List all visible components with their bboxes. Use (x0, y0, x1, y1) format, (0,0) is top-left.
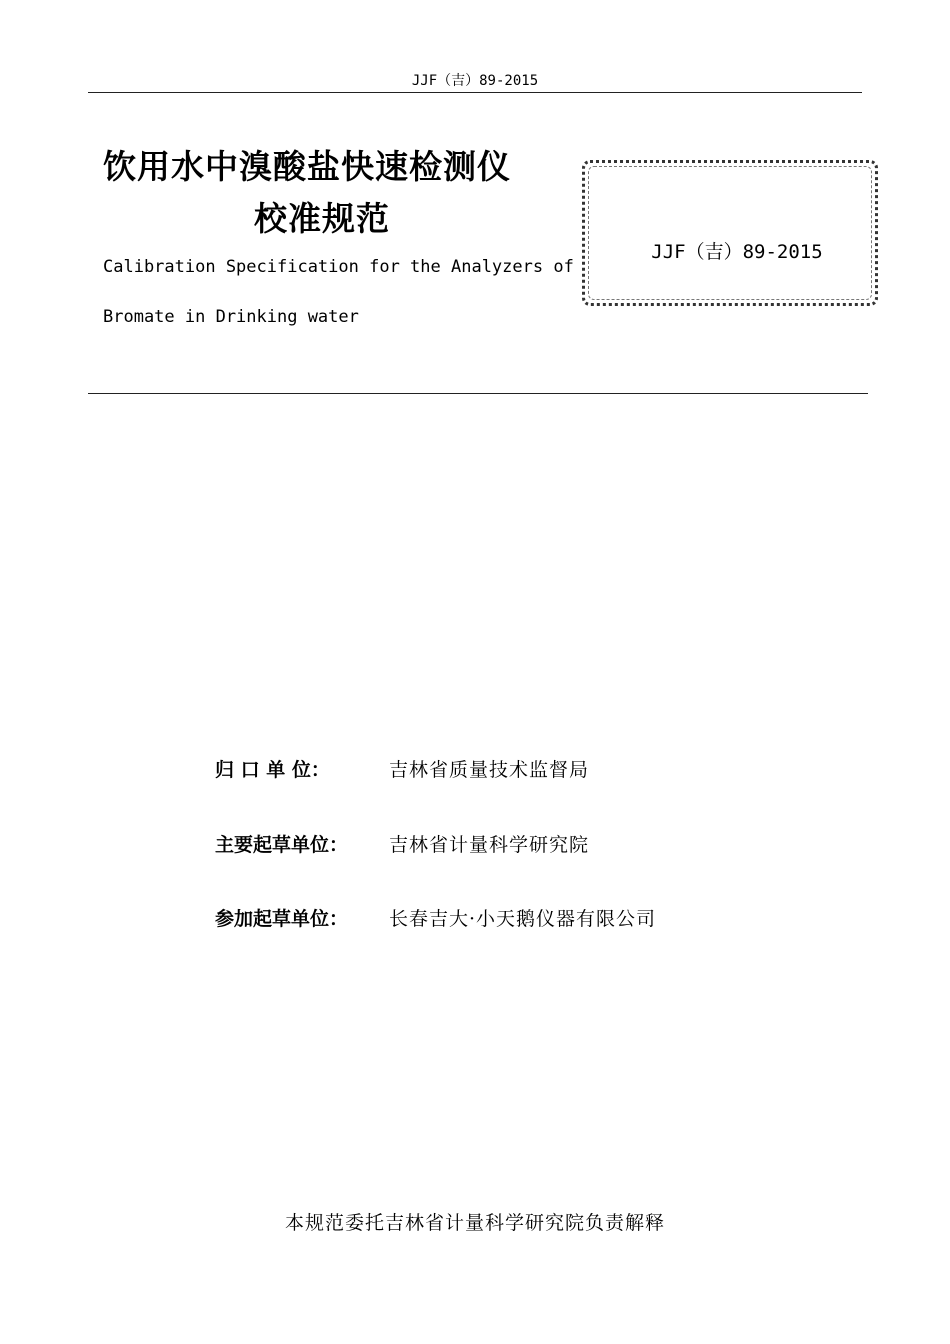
title-english-line-2: Bromate in Drinking water (103, 307, 359, 327)
org-label: 主要起草单位： (215, 834, 349, 856)
footer-interpretation-note: 本规范委托吉林省计量科学研究院负责解释 (284, 1212, 665, 1234)
header-standard-code: JJF（吉）89-2015 (411, 73, 539, 89)
org-label: 归 口 单 位： (215, 759, 330, 781)
org-row-main-drafter (215, 833, 589, 857)
standard-number: JJF（吉）89-2015 (651, 241, 823, 263)
title-chinese-line-2: 校准规范 (254, 199, 390, 238)
title-english-line-1: Calibration Specification for the Analyzers of (103, 257, 574, 277)
header-divider (88, 92, 862, 93)
title-divider (88, 393, 868, 394)
title-chinese-line-1: 饮用水中溴酸盐快速检测仪 (103, 147, 511, 186)
org-value: 吉林省计量科学研究院 (389, 834, 590, 856)
org-row-participating-drafter (215, 907, 656, 931)
org-value: 长春吉大·小天鹅仪器有限公司 (389, 908, 657, 930)
org-label: 参加起草单位： (215, 908, 349, 930)
org-value: 吉林省质量技术监督局 (389, 759, 590, 781)
org-row-responsible (215, 758, 589, 782)
standard-number-box (582, 160, 878, 306)
